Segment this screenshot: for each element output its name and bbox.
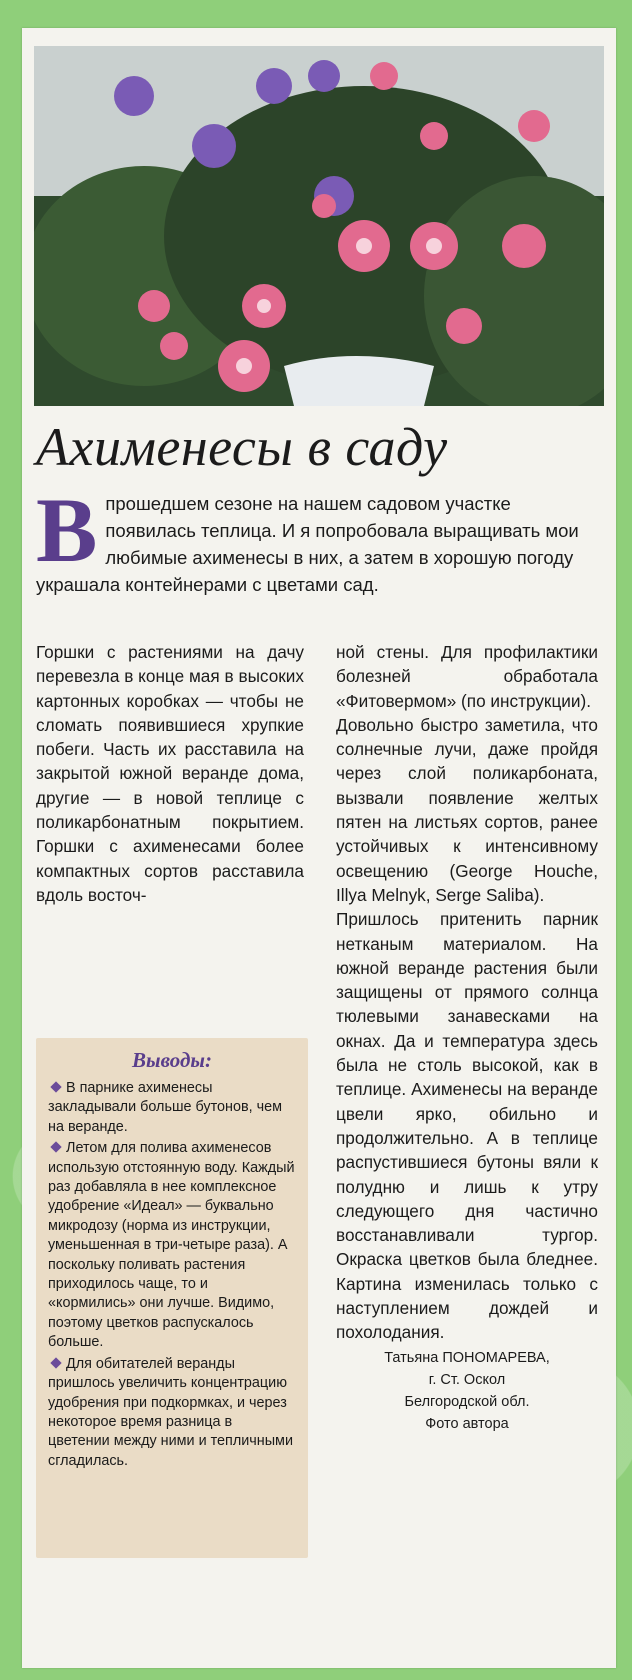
conclusions-box [36, 1038, 308, 1558]
conclusion-item: В парнике ахименесы закладывали больше бутонов, чем на веранде. [48, 1080, 283, 1135]
author-city: г. Ст. Оскол [428, 1371, 506, 1388]
author-region: Белгородской обл. [404, 1393, 530, 1410]
flowers-photo [34, 46, 604, 406]
left-column [36, 640, 304, 907]
diamond-bullet-icon [50, 1142, 61, 1153]
right-paragraph-2: Довольно быстро заметила, что солнечные лучи, даже пройдя через слой поликарбоната, вызвали появление желтых пятен на листьях сортов, ранее устойчивых к интенсивному освещению (George Houche, Illya Melnyk, Serge Saliba). [336, 714, 598, 905]
right-column [336, 640, 598, 1435]
left-column-text: Горшки с растениями на дачу перевезла в конце мая в высоких картонных коробках — чтобы не сломать появившиеся хрупкие побеги. Часть их расставила на закрытой южной веранде дома, другие — в новой теплице с поликарбонатным покрытием. Горшки с ахименесами более компактных сортов расставила вдоль восточ- [36, 642, 304, 905]
photo-credit: Фото автора [425, 1415, 509, 1432]
conclusion-item: Для обитателей веранды пришлось увеличить концентрацию удобрения при подкормках, и через некоторое время разница в цветении между ними и тепличными сгладилась. [48, 1355, 293, 1469]
right-paragraph-3: Пришлось притенить парник нетканым материалом. На южной веранде растения были защищены от прямого солнца тюлевыми занавесками на окнах. Да и температура здесь была не столь высокой, как в теплице. Ахименесы на веранде цвели ярко, обильно и продолжительно. А в теплице распустившиеся бутоны вяли к полудню и лишь к утру следующего дня частично восстанавливали тургор. Окраска цветков была бледнее. Картина изменилась только с наступлением дождей и похолодания. [336, 909, 598, 1343]
conclusions-heading: Выводы: [132, 1048, 212, 1072]
flowers-illustration [34, 46, 604, 406]
conclusion-item: Летом для полива ахименесов использую отстоянную воду. Каждый раз добавляла в нее комплексное удобрение «Идеал» — буквально микродозу (норма из инструкции, уменьшенная в три-четыре раза). А поскольку поливать растения приходилось чаще, то и «кормились» они лучше. Видимо, поэтому цветков распускалось больше. [48, 1140, 295, 1351]
lead-text: прошедшем сезоне на нашем садовом участке появилась теплица. И я попробовала выращивать мои любимые ахименесы в них, а затем в хорошую погоду украшала контейнерами с цветами сад. [36, 493, 579, 595]
right-paragraph-1: ной стены. Для профилактики болезней обработала «Фитовермом» (по инструкции). [336, 642, 598, 711]
diamond-bullet-icon [50, 1081, 61, 1092]
diamond-bullet-icon [50, 1357, 61, 1368]
signature [336, 1347, 598, 1435]
drop-cap: В [36, 479, 98, 581]
lead-paragraph [36, 479, 596, 598]
author-name: Татьяна ПОНОМАРЕВА, [384, 1349, 550, 1366]
article-page [22, 28, 616, 1668]
article-title: Ахименесы в саду [36, 417, 448, 477]
